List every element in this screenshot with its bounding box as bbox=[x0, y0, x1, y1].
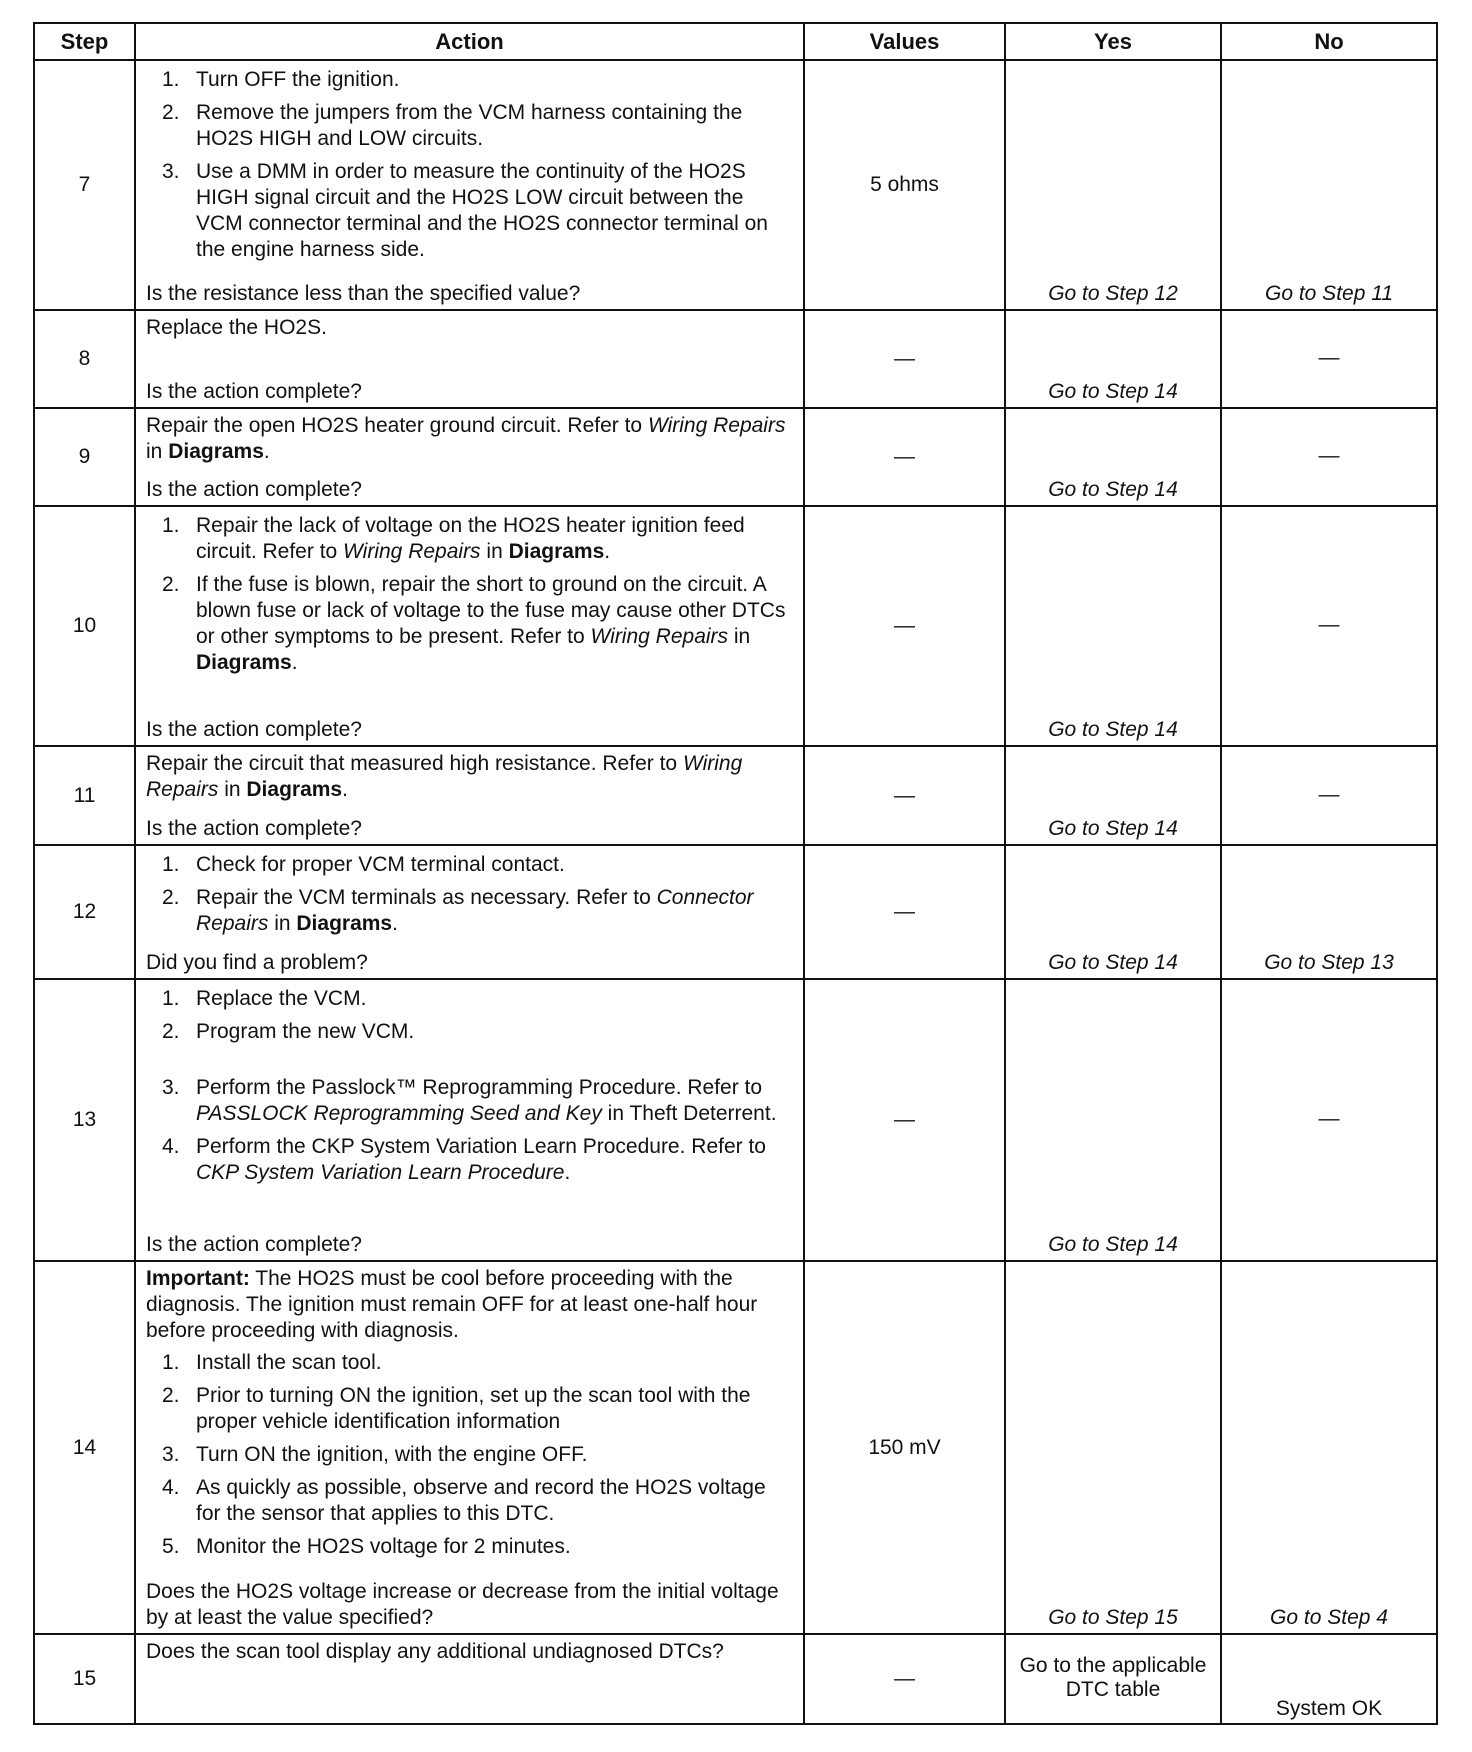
action-paragraph bbox=[146, 413, 795, 465]
text-run: Repair the open HO2S heater ground circuit. Refer to bbox=[146, 414, 648, 437]
action-question: Is the action complete? bbox=[146, 718, 362, 741]
action-cell bbox=[135, 310, 804, 408]
action-cell bbox=[135, 1261, 804, 1634]
text-run: Turn OFF the ignition. bbox=[196, 68, 400, 91]
action-question: Did you find a problem? bbox=[146, 951, 368, 974]
text-run: . bbox=[392, 912, 398, 935]
table-row-step-9 bbox=[34, 408, 1437, 506]
list-number: 1. bbox=[162, 1351, 180, 1374]
text-run: Important: bbox=[146, 1267, 250, 1290]
text-run: Does the scan tool display any additional undiagnosed DTCs? bbox=[146, 1640, 724, 1663]
value-cell: — bbox=[804, 979, 1005, 1261]
header-values: Values bbox=[804, 23, 1005, 60]
text-run: in Theft Deterrent. bbox=[601, 1102, 777, 1125]
text-run: . bbox=[342, 778, 348, 801]
yes-result: Go to Step 14 bbox=[1005, 408, 1221, 506]
action-question: Is the action complete? bbox=[146, 478, 362, 501]
text-run: Repair the lack of voltage on the HO2S heater ignition feed circuit. Refer to bbox=[196, 514, 745, 563]
text-run: . bbox=[291, 651, 298, 674]
yes-result: Go to Step 15 bbox=[1005, 1261, 1221, 1634]
step-number: 14 bbox=[34, 1261, 135, 1634]
no-result: Go to Step 4 bbox=[1221, 1261, 1437, 1634]
text-run: in bbox=[146, 440, 169, 463]
list-number: 3. bbox=[162, 1443, 180, 1466]
text-run: Diagrams bbox=[168, 440, 264, 463]
table-row-step-14 bbox=[34, 1261, 1437, 1634]
yes-result: Go to Step 14 bbox=[1005, 506, 1221, 746]
action-paragraph bbox=[146, 1639, 795, 1665]
list-text bbox=[196, 159, 795, 263]
no-result: Go to Step 11 bbox=[1221, 60, 1437, 310]
header-step: Step bbox=[34, 23, 135, 60]
no-result: — bbox=[1221, 310, 1437, 408]
no-result: — bbox=[1221, 506, 1437, 746]
list-number: 1. bbox=[162, 514, 180, 537]
list-number: 2. bbox=[162, 1384, 180, 1407]
header-row bbox=[34, 23, 1437, 60]
text-run: Turn ON the ignition, with the engine OFF. bbox=[196, 1443, 588, 1466]
text-run: Check for proper VCM terminal contact. bbox=[196, 853, 565, 876]
list-number: 2. bbox=[162, 101, 180, 124]
text-run: Connector Repairs bbox=[196, 886, 754, 935]
list-text bbox=[196, 1383, 795, 1435]
table-row-step-13 bbox=[34, 979, 1437, 1261]
action-cell bbox=[135, 746, 804, 845]
action-content bbox=[146, 850, 795, 976]
text-run: Install the scan tool. bbox=[196, 1351, 382, 1374]
table-row-step-7 bbox=[34, 60, 1437, 310]
action-content bbox=[146, 511, 795, 743]
list-text bbox=[196, 1442, 587, 1468]
action-question: Is the action complete? bbox=[146, 1233, 362, 1256]
step-number: 12 bbox=[34, 845, 135, 979]
list-number: 2. bbox=[162, 1020, 180, 1043]
list-number: 4. bbox=[162, 1476, 180, 1499]
value-cell: 150 mV bbox=[804, 1261, 1005, 1634]
action-question: Is the action complete? bbox=[146, 380, 362, 403]
yes-result: Go to Step 14 bbox=[1005, 979, 1221, 1261]
action-content bbox=[146, 315, 795, 405]
action-list-item bbox=[162, 885, 795, 937]
text-run: . bbox=[263, 440, 270, 463]
action-list-item bbox=[162, 1019, 795, 1045]
header-no: No bbox=[1221, 23, 1437, 60]
action-paragraph bbox=[146, 1266, 795, 1344]
diagnostic-table bbox=[33, 22, 1438, 1725]
text-run: Repair the VCM terminals as necessary. Refer to bbox=[196, 886, 657, 909]
list-text bbox=[196, 67, 399, 93]
text-run: . bbox=[564, 1161, 571, 1184]
list-text bbox=[196, 572, 795, 676]
action-content bbox=[146, 65, 795, 307]
step-number: 11 bbox=[34, 746, 135, 845]
text-run: . bbox=[604, 540, 611, 563]
text-run: Wiring Repairs bbox=[647, 414, 786, 437]
step-number: 9 bbox=[34, 408, 135, 506]
step-number: 15 bbox=[34, 1634, 135, 1724]
action-list-item bbox=[162, 1534, 795, 1560]
table-row-step-8 bbox=[34, 310, 1437, 408]
action-content bbox=[146, 751, 795, 842]
action-list-item bbox=[162, 986, 795, 1012]
action-cell bbox=[135, 845, 804, 979]
action-list-item bbox=[162, 1075, 795, 1127]
list-text bbox=[196, 1350, 382, 1376]
no-result: System OK bbox=[1221, 1634, 1437, 1724]
list-number: 5. bbox=[162, 1535, 180, 1558]
action-list-item bbox=[162, 572, 795, 676]
list-text bbox=[196, 1134, 795, 1186]
text-run: Program the new VCM. bbox=[196, 1020, 415, 1043]
value-cell: — bbox=[804, 845, 1005, 979]
list-number: 4. bbox=[162, 1135, 180, 1158]
step-number: 10 bbox=[34, 506, 135, 746]
list-text bbox=[196, 885, 795, 937]
yes-result: Go to Step 14 bbox=[1005, 310, 1221, 408]
action-paragraph bbox=[146, 315, 795, 341]
list-text bbox=[196, 986, 366, 1012]
text-run: in bbox=[480, 540, 509, 563]
text-run: Perform the Passlock™ Reprogramming Procedure. Refer to bbox=[196, 1076, 763, 1099]
action-list-item bbox=[162, 1475, 795, 1527]
text-run: Diagrams bbox=[508, 540, 605, 563]
text-run: Perform the CKP System Variation Learn Procedure. Refer to bbox=[196, 1135, 766, 1158]
text-run: Wiring Repairs bbox=[590, 625, 729, 648]
list-text bbox=[196, 1019, 414, 1045]
text-run: in bbox=[728, 625, 751, 648]
action-list-item bbox=[162, 1383, 795, 1435]
action-list-item bbox=[162, 852, 795, 878]
text-run: Use a DMM in order to measure the continuity of the HO2S HIGH signal circuit and the HO2S LOW circuit between the VCM connector terminal and the HO2S connector terminal on the engine harness side. bbox=[196, 160, 768, 261]
action-list-item bbox=[162, 1442, 795, 1468]
header-yes: Yes bbox=[1005, 23, 1221, 60]
yes-result: Go to Step 12 bbox=[1005, 60, 1221, 310]
table-row-step-10 bbox=[34, 506, 1437, 746]
list-number: 3. bbox=[162, 160, 180, 183]
text-run: in bbox=[268, 912, 297, 935]
table-row-step-11 bbox=[34, 746, 1437, 845]
step-number: 7 bbox=[34, 60, 135, 310]
list-text bbox=[196, 513, 795, 565]
text-run: Monitor the HO2S voltage for 2 minutes. bbox=[196, 1535, 571, 1558]
list-number: 1. bbox=[162, 68, 180, 91]
action-cell bbox=[135, 408, 804, 506]
text-run: PASSLOCK Reprogramming Seed and Key bbox=[196, 1102, 602, 1125]
text-run: Diagrams bbox=[196, 651, 292, 674]
action-cell bbox=[135, 1634, 804, 1724]
action-list-item bbox=[162, 1350, 795, 1376]
value-cell: 5 ohms bbox=[804, 60, 1005, 310]
text-run: Repair the circuit that measured high resistance. Refer to bbox=[146, 752, 683, 775]
text-run: Replace the HO2S. bbox=[146, 316, 327, 339]
action-question: Is the action complete? bbox=[146, 817, 362, 840]
no-result: — bbox=[1221, 408, 1437, 506]
text-run: Prior to turning ON the ignition, set up the scan tool with the proper vehicle identification information bbox=[196, 1384, 751, 1433]
action-list-item bbox=[162, 159, 795, 263]
header-action: Action bbox=[135, 23, 804, 60]
text-run: As quickly as possible, observe and record the HO2S voltage for the sensor that applies to this DTC. bbox=[196, 1476, 766, 1525]
action-cell bbox=[135, 60, 804, 310]
text-run: If the fuse is blown, repair the short to ground on the circuit. A blown fuse or lack of voltage to the fuse may cause other DTCs or other symptoms to be present. Refer to bbox=[196, 573, 786, 648]
table-row-step-15 bbox=[34, 1634, 1437, 1724]
text-run: CKP System Variation Learn Procedure bbox=[196, 1161, 565, 1184]
action-content bbox=[146, 984, 795, 1258]
list-number: 1. bbox=[162, 987, 180, 1010]
list-number: 2. bbox=[162, 573, 180, 596]
action-question: Does the HO2S voltage increase or decrease from the initial voltage by at least the value specified? bbox=[146, 1580, 779, 1629]
step-number: 13 bbox=[34, 979, 135, 1261]
text-run: Replace the VCM. bbox=[196, 987, 367, 1010]
action-cell bbox=[135, 506, 804, 746]
action-list-item bbox=[162, 100, 795, 152]
text-run: Wiring Repairs bbox=[146, 752, 743, 801]
text-run: Remove the jumpers from the VCM harness containing the HO2S HIGH and LOW circuits. bbox=[196, 101, 743, 150]
action-list-item bbox=[162, 513, 795, 565]
action-list-item bbox=[162, 67, 795, 93]
value-cell: — bbox=[804, 506, 1005, 746]
list-number: 3. bbox=[162, 1076, 180, 1099]
yes-result: Go to Step 14 bbox=[1005, 746, 1221, 845]
text-run: Diagrams bbox=[246, 778, 343, 801]
value-cell: — bbox=[804, 1634, 1005, 1724]
table-row-step-12 bbox=[34, 845, 1437, 979]
list-text bbox=[196, 1475, 795, 1527]
action-content bbox=[146, 413, 795, 503]
text-run: Diagrams bbox=[296, 912, 393, 935]
list-text bbox=[196, 852, 565, 878]
yes-result: Go to Step 14 bbox=[1005, 845, 1221, 979]
list-number: 2. bbox=[162, 886, 180, 909]
list-number: 1. bbox=[162, 853, 180, 876]
action-content bbox=[146, 1639, 795, 1721]
no-result: — bbox=[1221, 979, 1437, 1261]
value-cell: — bbox=[804, 408, 1005, 506]
list-text bbox=[196, 1534, 571, 1560]
step-number: 8 bbox=[34, 310, 135, 408]
action-question: Is the resistance less than the specified value? bbox=[146, 282, 581, 305]
no-result: — bbox=[1221, 746, 1437, 845]
yes-result: Go to the applicable DTC table bbox=[1005, 1634, 1221, 1724]
list-text bbox=[196, 1075, 795, 1127]
action-paragraph bbox=[146, 751, 795, 803]
value-cell: — bbox=[804, 746, 1005, 845]
action-list-item bbox=[162, 1134, 795, 1186]
no-result: Go to Step 13 bbox=[1221, 845, 1437, 979]
text-run: Wiring Repairs bbox=[343, 540, 481, 563]
action-content bbox=[146, 1266, 795, 1631]
value-cell: — bbox=[804, 310, 1005, 408]
text-run: in bbox=[218, 778, 247, 801]
text-run: The HO2S must be cool before proceeding with the diagnosis. The ignition must remain OFF for at least one-half hour before proceeding with diagnosis. bbox=[146, 1267, 758, 1342]
action-cell bbox=[135, 979, 804, 1261]
list-text bbox=[196, 100, 795, 152]
